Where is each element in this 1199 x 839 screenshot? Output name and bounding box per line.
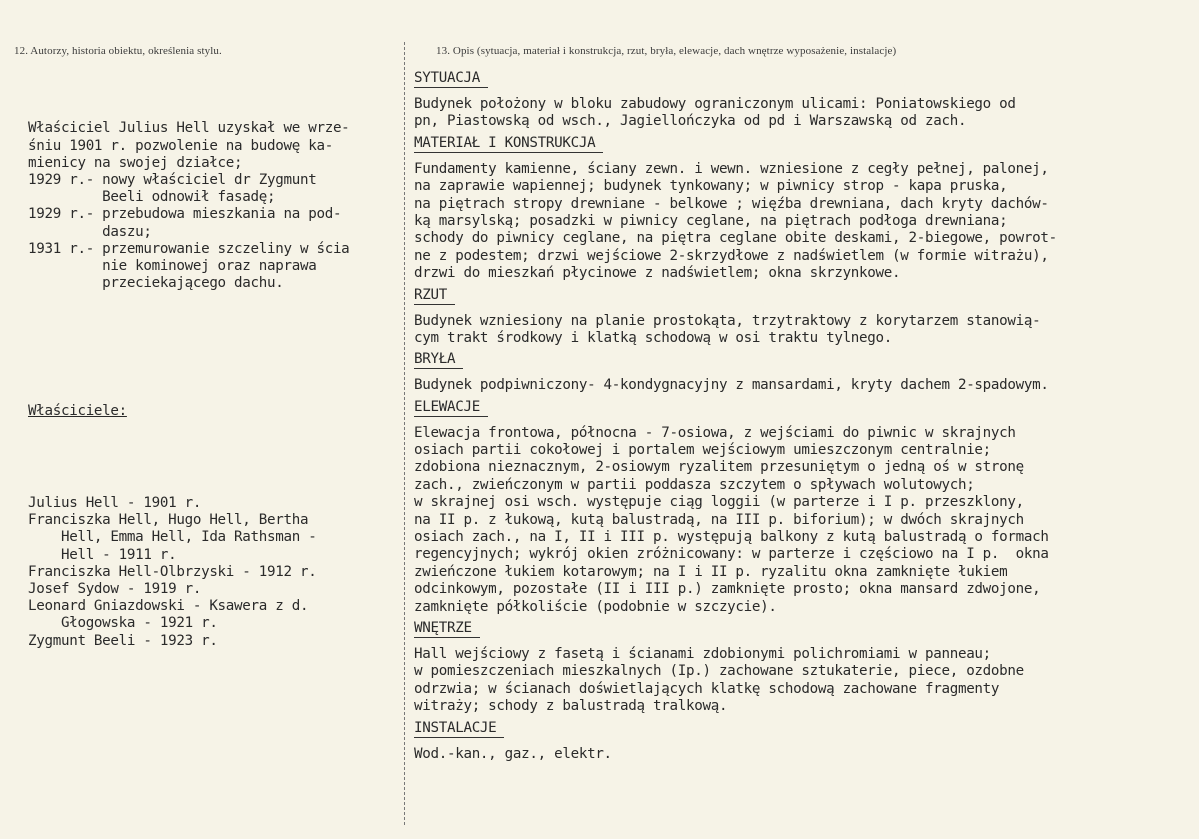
section-body: [414, 425, 1194, 616]
owner-entry: Głogowska - 1921 r.: [28, 615, 218, 632]
section-materiał-i-konstrukcja: [414, 135, 1194, 283]
section-body: [414, 377, 1194, 394]
section-line: odcinkowym, pozostałe (II i III p.) zamknięte prosto; okna mansard zdwojone,: [414, 581, 1041, 598]
owner-entry: Julius Hell - 1901 r.: [28, 495, 202, 512]
owners-heading: Właściciele:: [28, 403, 127, 420]
section-heading: WNĘTRZE: [414, 620, 480, 638]
section-line: zach., zwieńczonym w partii poddasza szczytem o spływach wolutowych;: [414, 476, 975, 493]
section-line: ne z podestem; drzwi wejściowe 2-skrzydłowe z nadświetlem (w formie witrażu),: [414, 247, 1049, 264]
section-line: Wod.-kan., gaz., elektr.: [414, 745, 612, 762]
section-sytuacja: [414, 70, 1194, 131]
owner-entry: Franciszka Hell, Hugo Hell, Bertha: [28, 512, 309, 529]
section-elewacje: [414, 399, 1194, 616]
section-line: na zaprawie wapiennej; budynek tynkowany; w piwnicy strop - kapa pruska,: [414, 178, 1008, 195]
section-line: zamknięte półkoliście (podobnie w szczycie).: [414, 598, 777, 615]
section-line: witraży; schody z balustradą tralkową.: [414, 698, 728, 715]
section-heading: SYTUACJA: [414, 70, 488, 88]
section-line: regencyjnych; wykrój okien zróżnicowany: w parterze i częściowo na I p. okna: [414, 546, 1049, 563]
section-body: [414, 96, 1194, 131]
section-heading: RZUT: [414, 287, 455, 305]
owner-entry: Leonard Gniazdowski - Ksawera z d.: [28, 598, 309, 615]
section-line: Hall wejściowy z fasetą i ścianami zdobionymi polichromiami w panneau;: [414, 645, 991, 662]
section-line: w skrajnej osi wsch. występuje ciąg loggii (w parterze i I p. przeszklony,: [414, 494, 1024, 511]
section-line: w pomieszczeniach mieszkalnych (Ip.) zachowane sztukaterie, piece, ozdobne: [414, 663, 1024, 680]
section-line: na piętrach stropy drewniane - belkowe ; więźba drewniana, dach kryty dachów-: [414, 195, 1049, 212]
spacer: [28, 327, 408, 369]
section-body: [414, 746, 1194, 763]
section-line: osiach partii cokołowej i portalem wejściowym umieszczonym centralnie;: [414, 442, 991, 459]
section-body: [414, 313, 1194, 348]
section-bryła: [414, 351, 1194, 394]
section-wnętrze: [414, 620, 1194, 716]
section-line: zwieńczone łukiem kotarowym; na I i II p. ryzalitu okna zamknięte łukiem: [414, 563, 1008, 580]
section-line: pn, Piastowską od wsch., Jagiellończyka od pd i Warszawską od zach.: [414, 113, 967, 130]
owners-list: [28, 495, 408, 650]
owner-entry: Hell - 1911 r.: [28, 546, 177, 563]
history-line: Beeli odnowił fasadę;: [28, 189, 276, 206]
section-rzut: [414, 287, 1194, 348]
section-line: osiach zach., na I, II i III p. występują balkony z kutą balustradą o formach: [414, 529, 1049, 546]
history-notes: [28, 120, 408, 292]
history-line: przeciekającego dachu.: [28, 275, 284, 292]
header-left-label: 12. Autorzy, historia obiektu, określenia stylu.: [14, 45, 222, 57]
owner-entry: Josef Sydow - 1919 r.: [28, 581, 202, 598]
section-line: ką marsylską; posadzki w piwnicy ceglane, na piętrach podłoga drewniana;: [414, 212, 1008, 229]
owner-entry: Hell, Emma Hell, Ida Rathsman -: [28, 529, 317, 546]
section-line: cym trakt środkowy i klatką schodową w osi traktu tylnego.: [414, 329, 893, 346]
owner-entry: Franciszka Hell-Olbrzyski - 1912 r.: [28, 563, 317, 580]
history-line: 1931 r.- przemurowanie szczeliny w ścia: [28, 240, 350, 257]
section-body: [414, 646, 1194, 716]
header-right-label: 13. Opis (sytuacja, materiał i konstrukcja, rzut, bryła, elewacje, dach wnętrze wyposażenie, instalacje): [436, 45, 897, 57]
history-column: [28, 86, 408, 684]
section-line: odrzwia; w ścianach doświetlających klatkę schodową zachowane fragmenty: [414, 680, 1000, 697]
description-column: [414, 70, 1194, 767]
history-line: Właściciel Julius Hell uzyskał we wrze-: [28, 120, 350, 137]
section-heading: ELEWACJE: [414, 399, 488, 417]
history-line: daszu;: [28, 223, 152, 240]
section-line: zdobiona nieznacznym, 2-osiowym ryzalitem przesuniętym o jedną oś w stronę: [414, 459, 1024, 476]
section-line: Elewacja frontowa, północna - 7-osiowa, z wejściami do piwnic w skrajnych: [414, 424, 1016, 441]
history-line: mienicy na swojej działce;: [28, 154, 243, 171]
section-heading: MATERIAŁ I KONSTRUKCJA: [414, 135, 603, 153]
section-line: schody do piwnicy ceglane, na piętra ceglane obite deskami, 2-biegowe, powrot-: [414, 230, 1057, 247]
section-heading: BRYŁA: [414, 351, 463, 369]
section-line: Budynek położony w bloku zabudowy ograniczonym ulicami: Poniatowskiego od: [414, 96, 1016, 112]
section-line: drzwi do mieszkań płycinowe z nadświetlem; okna skrzynkowe.: [414, 265, 901, 282]
section-line: Fundamenty kamienne, ściany zewn. i wewn. wzniesione z cegły pełnej, palonej,: [414, 160, 1049, 177]
section-heading: INSTALACJE: [414, 720, 504, 738]
section-line: Budynek wzniesiony na planie prostokąta, trzytraktowy z korytarzem stanowią-: [414, 312, 1041, 329]
section-line: na II p. z łukową, kutą balustradą, na III p. biforium); w dwóch skrajnych: [414, 511, 1024, 528]
section-line: Budynek podpiwniczony- 4-kondygnacyjny z mansardami, kryty dachem 2-spadowym.: [414, 377, 1049, 394]
section-body: [414, 161, 1194, 283]
history-line: nie kominowej oraz naprawa: [28, 257, 317, 274]
history-line: 1929 r.- przebudowa mieszkania na pod-: [28, 206, 342, 223]
section-instalacje: [414, 720, 1194, 763]
history-line: 1929 r.- nowy właściciel dr Zygmunt: [28, 171, 317, 188]
owner-entry: Zygmunt Beeli - 1923 r.: [28, 632, 218, 649]
history-line: śniu 1901 r. pozwolenie na budowę ka-: [28, 137, 333, 154]
